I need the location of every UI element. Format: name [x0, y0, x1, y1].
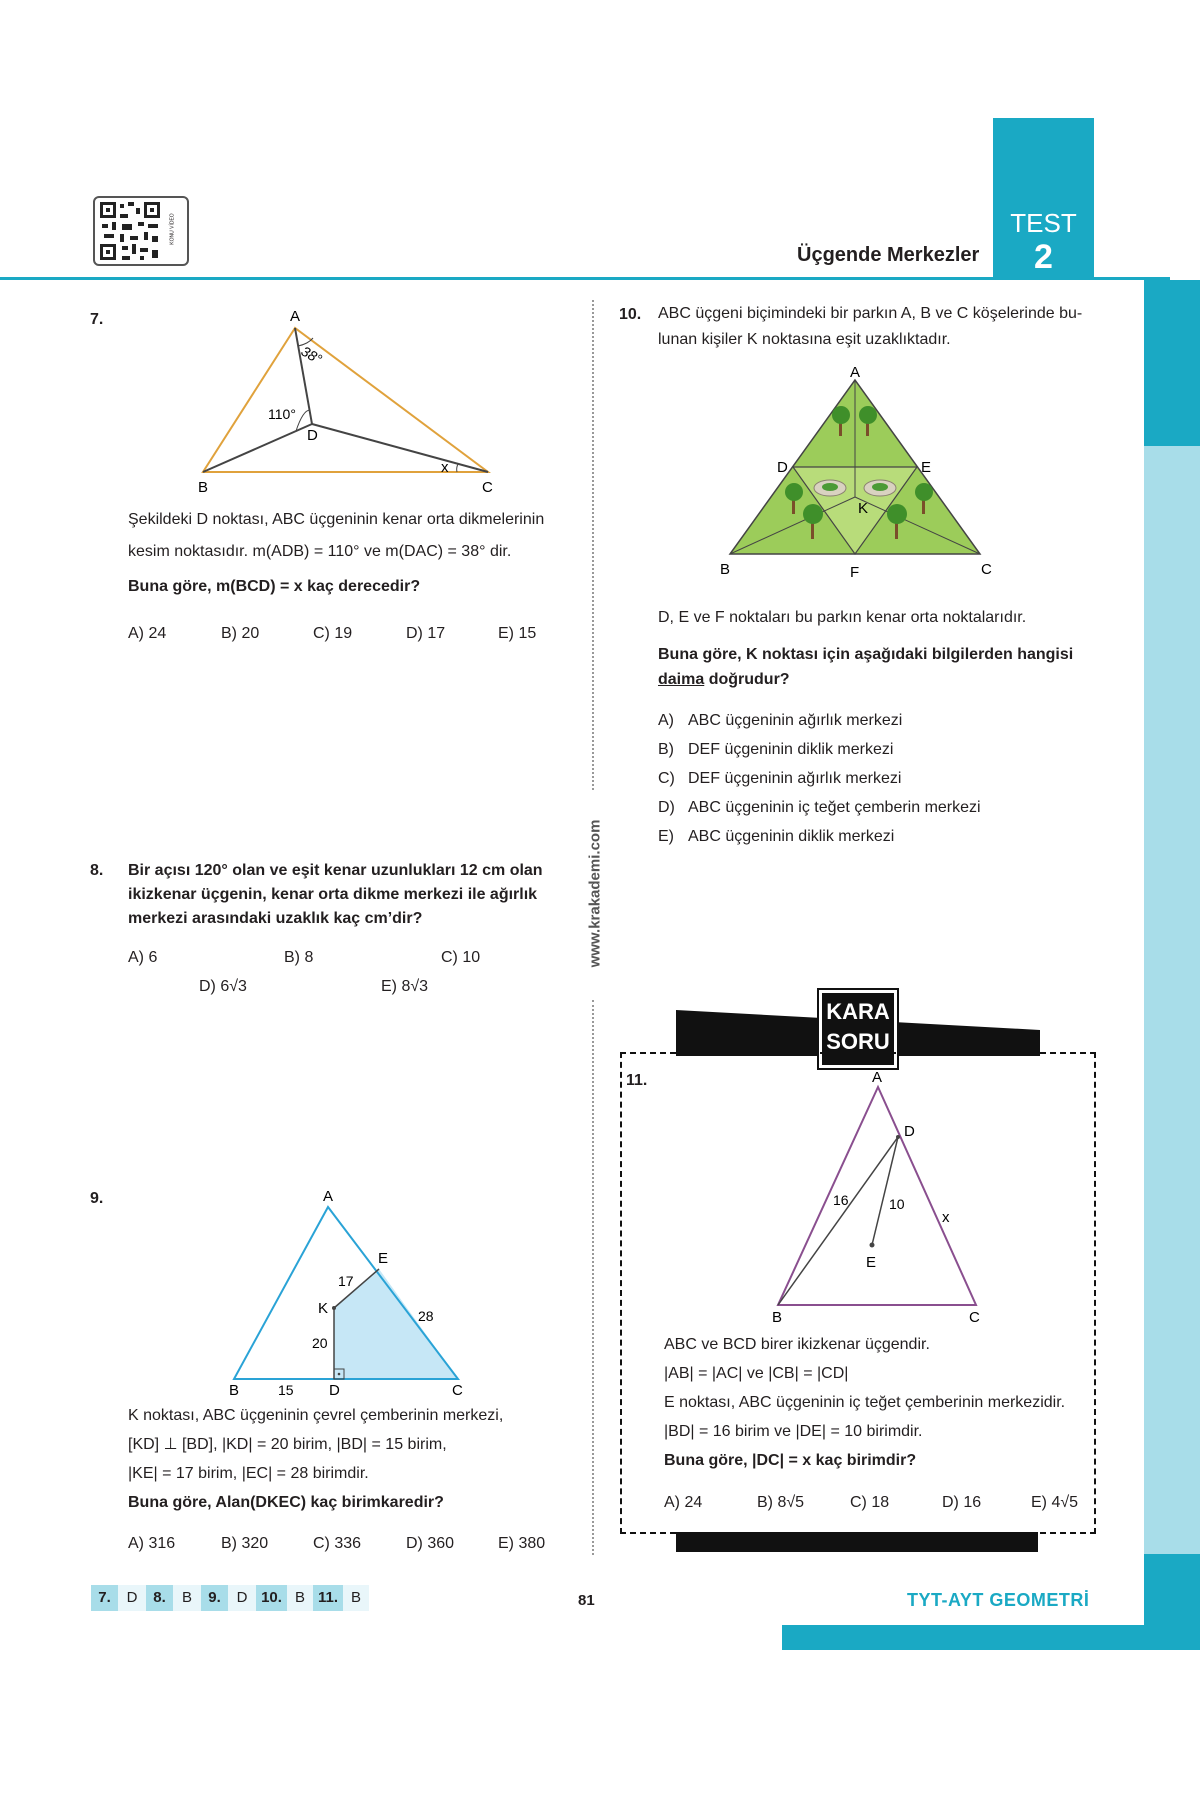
q9-option-a[interactable]: A) 316	[128, 1535, 176, 1552]
q9-label-20: 20	[312, 1335, 328, 1351]
kara-label: KARA	[826, 999, 890, 1024]
q7-number: 7.	[90, 311, 104, 328]
q10-label-b: B	[720, 561, 731, 578]
q10-option-b-letter: B)	[658, 741, 674, 758]
q9-text-3: |KE| = 17 birim, |EC| = 28 birimdir.	[128, 1465, 369, 1482]
q11-label-d: D	[904, 1123, 915, 1140]
q11-number: 11.	[626, 1072, 648, 1089]
q11-seg-de	[872, 1137, 898, 1245]
q7-label-b: B	[198, 479, 209, 496]
q9-point-k	[332, 1306, 336, 1310]
q10-question-2	[658, 665, 790, 694]
q7-label-c: C	[482, 479, 493, 496]
q11-option-d[interactable]: D) 16	[942, 1494, 982, 1511]
test-label: TEST	[1010, 208, 1077, 238]
q11-point-e	[870, 1243, 875, 1248]
q9-figure	[220, 1185, 480, 1395]
q7-option-a[interactable]: A) 24	[128, 625, 167, 642]
q10-option-e[interactable]	[658, 828, 895, 846]
answer-key-a9: D	[228, 1585, 256, 1611]
q10-option-c-letter: C)	[658, 770, 675, 787]
answer-key-q7: 7.	[91, 1585, 118, 1611]
q7-label-d: D	[307, 427, 318, 444]
q10-label-k: K	[858, 500, 869, 517]
q7-label-38: 38°	[298, 342, 325, 368]
q11-seg-bd	[778, 1137, 898, 1305]
q7-option-c[interactable]: C) 19	[313, 625, 353, 642]
q10-label-f: F	[850, 564, 860, 581]
q10-line-1: ABC üçgeni biçimindeki bir parkın A, B ve C köşelerinde bu-	[658, 305, 1083, 322]
q9-label-d: D	[329, 1382, 340, 1395]
answer-key-q11: 11.	[313, 1585, 343, 1611]
column-divider-top	[592, 300, 594, 790]
q11-figure	[760, 1065, 1000, 1325]
q10-flowerbed-1	[814, 480, 846, 496]
watermark: www.krakademi.com	[586, 819, 604, 968]
q8-line-1: Bir açısı 120° olan ve eşit kenar uzunlukları 12 cm olan	[128, 862, 543, 879]
answer-key-a10: B	[287, 1585, 313, 1611]
q10-option-a[interactable]	[658, 712, 903, 730]
q10-daima: daima	[658, 671, 705, 688]
q8-line-3: merkezi arasındaki uzaklık kaç cm’dir?	[128, 910, 423, 927]
q10-number: 10.	[619, 306, 642, 323]
q10-flowerbed-2	[864, 480, 896, 496]
q10-label-d: D	[777, 459, 788, 476]
q11-option-e[interactable]: E) 4√5	[1031, 1494, 1079, 1511]
footer-brand: TYT-AYT GEOMETRİ	[907, 1590, 1090, 1610]
answer-key-q8: 8.	[146, 1585, 173, 1611]
q10-line-2: lunan kişiler K noktasına eşit uzaklıktadır.	[658, 331, 951, 348]
q9-label-b: B	[229, 1382, 240, 1395]
q7-seg-cd	[312, 424, 488, 472]
q11-option-b[interactable]: B) 8√5	[757, 1494, 805, 1511]
q10-option-d[interactable]	[658, 799, 981, 817]
q7-option-b[interactable]: B) 20	[221, 625, 260, 642]
q9-number: 9.	[90, 1190, 104, 1207]
q10-park-figure	[710, 360, 1010, 585]
soru-label: SORU	[826, 1029, 890, 1054]
q7-figure	[190, 300, 510, 500]
qr-side-text: KONU VİDEO	[169, 213, 176, 245]
q10-option-a-letter: A)	[658, 712, 674, 729]
q10-option-e-text: ABC üçgeninin diklik merkezi	[688, 828, 895, 845]
q10-option-c[interactable]	[658, 770, 902, 788]
q10-label-c: C	[981, 561, 992, 578]
q10-question-1: Buna göre, K noktası için aşağıdaki bilgilerden hangisi	[658, 646, 1074, 663]
q9-label-a: A	[323, 1188, 334, 1205]
right-band-light	[1144, 446, 1200, 1554]
column-divider-bottom	[592, 1000, 594, 1555]
q9-label-15: 15	[278, 1382, 294, 1395]
q10-option-b[interactable]	[658, 741, 894, 759]
q8-option-a[interactable]: A) 6	[128, 949, 158, 966]
q10-option-e-letter: E)	[658, 828, 674, 845]
answer-key-q10: 10.	[256, 1585, 287, 1611]
q11-question: Buna göre, |DC| = x kaç birimdir?	[664, 1452, 917, 1469]
q11-option-c[interactable]: C) 18	[850, 1494, 890, 1511]
page-title: Üçgende Merkezler	[797, 244, 980, 266]
q7-arc-c	[457, 464, 458, 472]
answer-key-q9: 9.	[201, 1585, 228, 1611]
q11-text-4: |BD| = 16 birim ve |DE| = 10 birimdir.	[664, 1423, 923, 1440]
q9-label-17: 17	[338, 1273, 354, 1289]
q9-right-dot	[338, 1373, 341, 1376]
q11-option-a[interactable]: A) 24	[664, 1494, 703, 1511]
q11-label-x: x	[942, 1209, 950, 1226]
q8-option-d[interactable]: D) 6√3	[199, 978, 247, 995]
q9-label-c: C	[452, 1382, 463, 1395]
q10-text: D, E ve F noktaları bu parkın kenar orta noktalarıdır.	[658, 609, 1027, 626]
q10-option-d-letter: D)	[658, 799, 675, 816]
q10-option-d-text: ABC üçgeninin iç teğet çemberin merkezi	[688, 799, 981, 816]
q9-option-b[interactable]: B) 320	[221, 1535, 269, 1552]
q9-option-c[interactable]: C) 336	[313, 1535, 362, 1552]
q11-text-1: ABC ve BCD birer ikizkenar üçgendir.	[664, 1336, 930, 1353]
qr-code[interactable]	[93, 196, 189, 266]
q7-question: Buna göre, m(BCD) = x kaç derecedir?	[128, 578, 421, 595]
q9-text-1: K noktası, ABC üçgeninin çevrel çemberinin merkezi,	[128, 1407, 504, 1424]
qr-pattern	[98, 200, 162, 262]
q11-label-10: 10	[889, 1196, 905, 1212]
q10-question-tail: doğrudur?	[704, 671, 790, 688]
q11-label-a: A	[872, 1069, 883, 1086]
q8-option-b[interactable]: B) 8	[284, 949, 314, 966]
q9-option-d[interactable]: D) 360	[406, 1535, 455, 1552]
q10-option-b-text: DEF üçgeninin diklik merkezi	[688, 741, 894, 758]
footer-band	[782, 1625, 1200, 1650]
q10-option-c-text: DEF üçgeninin ağırlık merkezi	[688, 770, 902, 787]
q11-triangle	[778, 1087, 976, 1305]
q8-line-2: ikizkenar üçgenin, kenar orta dikme merkezi ile ağırlık	[128, 886, 538, 903]
q7-option-e[interactable]: E) 15	[498, 625, 537, 642]
q10-option-a-text: ABC üçgeninin ağırlık merkezi	[688, 712, 903, 729]
q11-label-c: C	[969, 1309, 980, 1325]
q11-bottom-bar	[676, 1532, 1038, 1552]
q7-label-110: 110°	[268, 406, 296, 422]
q8-option-c[interactable]: C) 10	[441, 949, 481, 966]
answer-key-a11: B	[343, 1585, 369, 1611]
q7-text-1: Şekildeki D noktası, ABC üçgeninin kenar orta dikmelerinin	[128, 511, 545, 528]
q9-text-2: [KD] ⊥ [BD], |KD| = 20 birim, |BD| = 15 birim,	[128, 1436, 447, 1453]
page-number: 81	[578, 1592, 595, 1609]
q10-label-e: E	[921, 459, 932, 476]
q9-option-e[interactable]: E) 380	[498, 1535, 546, 1552]
q11-text-3: E noktası, ABC üçgeninin iç teğet çemberinin merkezidir.	[664, 1394, 1066, 1411]
q7-label-a: A	[290, 308, 301, 325]
q11-label-e: E	[866, 1254, 877, 1271]
q7-label-x: x	[441, 459, 449, 476]
q11-point-d	[896, 1135, 900, 1139]
q9-label-e: E	[378, 1250, 389, 1267]
q9-question: Buna göre, Alan(DKEC) kaç birimkaredir?	[128, 1494, 444, 1511]
right-band-top	[1144, 280, 1200, 446]
q11-label-b: B	[772, 1309, 783, 1325]
q7-option-d[interactable]: D) 17	[406, 625, 446, 642]
q11-label-16: 16	[833, 1192, 849, 1208]
q10-label-a: A	[850, 364, 861, 381]
q9-label-28: 28	[418, 1308, 434, 1324]
header-rule	[0, 277, 1170, 280]
q7-triangle	[203, 328, 488, 472]
q11-text-2: |AB| = |AC| ve |CB| = |CD|	[664, 1365, 849, 1382]
test-number: 2	[1034, 238, 1053, 276]
q8-option-e[interactable]: E) 8√3	[381, 978, 429, 995]
answer-key-a7: D	[118, 1585, 146, 1611]
q7-text-2: kesim noktasıdır. m(ADB) = 110° ve m(DAC) = 38° dir.	[128, 543, 512, 560]
answer-key-a8: B	[173, 1585, 201, 1611]
q9-label-k: K	[318, 1300, 329, 1317]
q8-number: 8.	[90, 862, 104, 879]
